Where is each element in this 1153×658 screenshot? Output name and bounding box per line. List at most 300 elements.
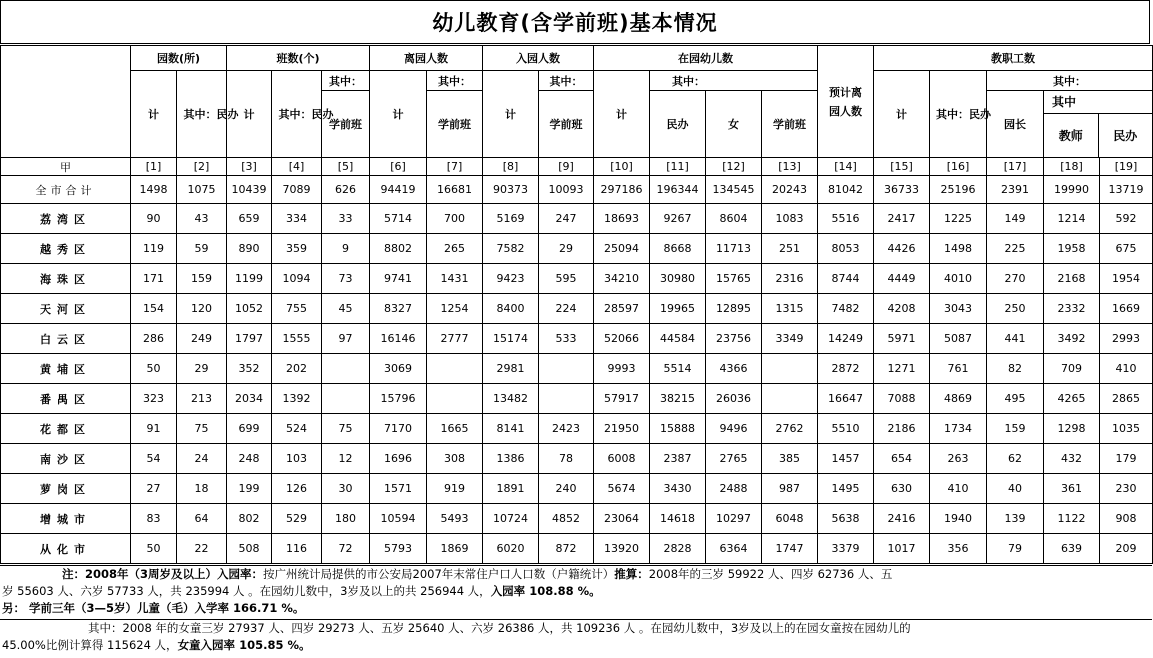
data-cell: 3043 [930, 294, 987, 324]
note-1-c: 2008年的三岁 59922 人、四岁 62736 人、五 [648, 567, 893, 581]
column-index-cell: [8] [483, 158, 539, 176]
data-cell: 250 [987, 294, 1044, 324]
data-cell: 761 [930, 354, 987, 384]
data-cell: 159 [177, 264, 227, 294]
data-cell: 22 [177, 534, 227, 564]
data-cell: 45 [322, 294, 370, 324]
data-cell: 27 [131, 474, 177, 504]
total-cell: 297186 [594, 176, 650, 204]
data-cell: 323 [131, 384, 177, 414]
data-cell: 385 [762, 444, 818, 474]
data-cell: 592 [1100, 204, 1153, 234]
header-staff-director: 园长 [987, 91, 1044, 158]
region-name: 白云区 [1, 324, 131, 354]
header-entering: 入园人数 [483, 46, 594, 71]
data-cell: 1869 [427, 534, 483, 564]
data-cell: 230 [1100, 474, 1153, 504]
data-cell: 908 [1100, 504, 1153, 534]
data-cell: 2316 [762, 264, 818, 294]
data-cell: 1571 [370, 474, 427, 504]
data-cell [322, 354, 370, 384]
data-cell: 40 [987, 474, 1044, 504]
data-cell: 28597 [594, 294, 650, 324]
data-cell: 1498 [930, 234, 987, 264]
column-index-cell: [2] [177, 158, 227, 176]
data-cell: 495 [987, 384, 1044, 414]
table-row [1, 504, 1153, 534]
data-cell: 709 [1044, 354, 1100, 384]
data-cell: 2034 [227, 384, 272, 414]
data-cell: 23756 [706, 324, 762, 354]
table-row [1, 264, 1153, 294]
data-cell: 52066 [594, 324, 650, 354]
data-cell: 2765 [706, 444, 762, 474]
table-row [1, 294, 1153, 324]
data-cell: 78 [539, 444, 594, 474]
data-cell: 2332 [1044, 294, 1100, 324]
header-entering-ofwhich: 其中： [539, 71, 594, 91]
region-name: 增城市 [1, 504, 131, 534]
data-cell: 4869 [930, 384, 987, 414]
header-enrolled-female: 女 [706, 91, 762, 158]
data-cell: 149 [987, 204, 1044, 234]
data-cell: 2828 [650, 534, 706, 564]
column-index-cell: [13] [762, 158, 818, 176]
header-staff-sub [1044, 91, 1153, 158]
header-entering-total: 计 [483, 71, 539, 158]
data-cell: 1954 [1100, 264, 1153, 294]
note-3: 另： 学前三年（3—5岁）儿童（毛）入学率 166.71 %。 [2, 601, 305, 615]
header-enrolled-preschool: 学前班 [762, 91, 818, 158]
data-cell: 12895 [706, 294, 762, 324]
data-cell: 15765 [706, 264, 762, 294]
data-cell: 2168 [1044, 264, 1100, 294]
data-cell: 1271 [874, 354, 930, 384]
data-cell: 5087 [930, 324, 987, 354]
data-cell: 171 [131, 264, 177, 294]
data-cell: 97 [322, 324, 370, 354]
header-projected: 预计离园人数 [818, 46, 874, 158]
data-cell: 1315 [762, 294, 818, 324]
note-4: 其中：2008 年的女童三岁 27937 人、四岁 29273 人、五岁 25640 人、六岁 26386 人，共 109236 人 。在园幼儿数中，3岁及以上的在园女童按在园幼儿的 [88, 621, 911, 635]
data-cell: 9 [322, 234, 370, 264]
total-cell: 10093 [539, 176, 594, 204]
data-cell: 13920 [594, 534, 650, 564]
total-cell: 20243 [762, 176, 818, 204]
column-index-cell: [16] [930, 158, 987, 176]
data-cell: 1669 [1100, 294, 1153, 324]
total-cell: 16681 [427, 176, 483, 204]
total-cell: 81042 [818, 176, 874, 204]
data-cell: 533 [539, 324, 594, 354]
total-cell: 25196 [930, 176, 987, 204]
data-cell: 5971 [874, 324, 930, 354]
column-index-cell: [3] [227, 158, 272, 176]
data-cell [539, 384, 594, 414]
header-staff-ofwhich: 其中： [987, 71, 1153, 91]
column-index-cell: [6] [370, 158, 427, 176]
data-cell: 286 [131, 324, 177, 354]
data-cell: 2777 [427, 324, 483, 354]
data-cell: 90 [131, 204, 177, 234]
data-cell: 5674 [594, 474, 650, 504]
data-cell: 2872 [818, 354, 874, 384]
data-cell: 8604 [706, 204, 762, 234]
data-cell: 872 [539, 534, 594, 564]
data-cell: 4208 [874, 294, 930, 324]
note-2-a: 岁 55603 人、六岁 57733 人，共 235994 人 。在园幼儿数中，3岁及以上的共 256944 人， [2, 584, 491, 598]
data-cell: 13482 [483, 384, 539, 414]
column-index-cell: [17] [987, 158, 1044, 176]
data-cell: 82 [987, 354, 1044, 384]
header-entering-preschool: 学前班 [539, 91, 594, 158]
data-cell: 7582 [483, 234, 539, 264]
total-cell: 1498 [131, 176, 177, 204]
data-cell: 5516 [818, 204, 874, 234]
data-cell: 9741 [370, 264, 427, 294]
data-cell: 30 [322, 474, 370, 504]
data-cell: 5169 [483, 204, 539, 234]
data-cell: 73 [322, 264, 370, 294]
note-5-b: 女童入园率 105.85 %。 [177, 638, 311, 652]
table-row [1, 444, 1153, 474]
data-cell: 1017 [874, 534, 930, 564]
data-cell: 14618 [650, 504, 706, 534]
column-index-cell: [4] [272, 158, 322, 176]
data-cell: 1797 [227, 324, 272, 354]
data-cell: 802 [227, 504, 272, 534]
data-cell: 5493 [427, 504, 483, 534]
data-cell: 15796 [370, 384, 427, 414]
data-cell: 8400 [483, 294, 539, 324]
data-cell: 57917 [594, 384, 650, 414]
data-cell: 263 [930, 444, 987, 474]
data-cell: 202 [272, 354, 322, 384]
table-row [1, 234, 1153, 264]
column-index-cell: [1] [131, 158, 177, 176]
data-cell: 410 [930, 474, 987, 504]
data-cell: 5510 [818, 414, 874, 444]
data-cell: 3379 [818, 534, 874, 564]
note-5-a: 45.00%比例计算得 115624 人， [2, 638, 178, 652]
data-cell: 1696 [370, 444, 427, 474]
data-cell: 24 [177, 444, 227, 474]
data-cell: 699 [227, 414, 272, 444]
notes-section [0, 563, 1152, 654]
data-cell: 9423 [483, 264, 539, 294]
header-schools-total: 计 [131, 71, 177, 158]
data-cell: 8744 [818, 264, 874, 294]
data-cell: 9496 [706, 414, 762, 444]
column-index-cell: [11] [650, 158, 706, 176]
data-cell: 5638 [818, 504, 874, 534]
data-cell: 1940 [930, 504, 987, 534]
data-cell: 12 [322, 444, 370, 474]
data-cell: 8053 [818, 234, 874, 264]
header-enrolled-ofwhich: 其中： [650, 71, 818, 91]
data-cell: 9993 [594, 354, 650, 384]
data-cell: 79 [987, 534, 1044, 564]
data-cell: 1958 [1044, 234, 1100, 264]
total-row-label: 全市合计 [1, 176, 131, 204]
data-cell: 10297 [706, 504, 762, 534]
data-cell: 5514 [650, 354, 706, 384]
data-cell: 15888 [650, 414, 706, 444]
region-name: 萝岗区 [1, 474, 131, 504]
row-header-label: 甲 [1, 158, 131, 176]
data-cell: 16146 [370, 324, 427, 354]
column-index-cell: [15] [874, 158, 930, 176]
total-cell: 2391 [987, 176, 1044, 204]
note-1-label: 注：2008年（3周岁及以上）入园率： [62, 567, 264, 581]
data-cell: 44584 [650, 324, 706, 354]
data-cell [539, 354, 594, 384]
data-cell: 8141 [483, 414, 539, 444]
data-cell: 1495 [818, 474, 874, 504]
page-title: 幼儿教育(含学前班)基本情况 [0, 0, 1150, 44]
data-cell: 6048 [762, 504, 818, 534]
data-cell: 5714 [370, 204, 427, 234]
data-cell: 247 [539, 204, 594, 234]
data-cell: 352 [227, 354, 272, 384]
table-row [1, 354, 1153, 384]
table-row [1, 414, 1153, 444]
data-cell: 251 [762, 234, 818, 264]
data-cell: 225 [987, 234, 1044, 264]
data-cell: 2865 [1100, 384, 1153, 414]
data-cell: 14249 [818, 324, 874, 354]
data-cell: 179 [1100, 444, 1153, 474]
data-cell: 7088 [874, 384, 930, 414]
data-cell: 3430 [650, 474, 706, 504]
data-cell: 1199 [227, 264, 272, 294]
header-staff: 教职工数 [874, 46, 1153, 71]
header-staff-sub-ofwhich: 其中 [1044, 91, 1152, 114]
data-cell: 50 [131, 534, 177, 564]
header-leaving-preschool: 学前班 [427, 91, 483, 158]
data-cell: 1734 [930, 414, 987, 444]
data-cell: 2423 [539, 414, 594, 444]
region-name: 海珠区 [1, 264, 131, 294]
data-cell: 8668 [650, 234, 706, 264]
data-cell: 410 [1100, 354, 1153, 384]
data-cell: 64 [177, 504, 227, 534]
data-cell: 1555 [272, 324, 322, 354]
column-index-row [1, 158, 1153, 176]
data-cell: 6364 [706, 534, 762, 564]
data-cell: 2981 [483, 354, 539, 384]
note-2-b: 入园率 108.88 %。 [490, 584, 601, 598]
data-cell: 159 [987, 414, 1044, 444]
header-leaving-total: 计 [370, 71, 427, 158]
total-cell: 36733 [874, 176, 930, 204]
data-cell: 3492 [1044, 324, 1100, 354]
data-cell: 19965 [650, 294, 706, 324]
column-index-cell: [14] [818, 158, 874, 176]
data-cell: 356 [930, 534, 987, 564]
header-classes-ofwhich: 其中： [322, 71, 370, 91]
data-cell [427, 354, 483, 384]
data-cell: 1083 [762, 204, 818, 234]
data-cell: 1122 [1044, 504, 1100, 534]
data-table [0, 45, 1153, 564]
note-1-b: 推算： [614, 567, 649, 581]
note-1-a: 按广州统计局提供的市公安局2007年末常住户口人口数（户籍统计） [263, 567, 615, 581]
total-cell: 10439 [227, 176, 272, 204]
header-enrolled-private: 民办 [650, 91, 706, 158]
data-cell: 34210 [594, 264, 650, 294]
data-cell: 249 [177, 324, 227, 354]
data-cell: 529 [272, 504, 322, 534]
total-row [1, 176, 1153, 204]
data-cell: 75 [322, 414, 370, 444]
data-cell: 10724 [483, 504, 539, 534]
data-cell: 1457 [818, 444, 874, 474]
region-name: 荔湾区 [1, 204, 131, 234]
column-index-cell: [18] [1044, 158, 1100, 176]
header-staff-sub-private: 民办 [1113, 129, 1138, 143]
data-cell: 4010 [930, 264, 987, 294]
data-cell: 700 [427, 204, 483, 234]
data-cell: 1094 [272, 264, 322, 294]
data-cell: 2186 [874, 414, 930, 444]
data-cell: 21950 [594, 414, 650, 444]
data-cell [762, 354, 818, 384]
data-cell: 8802 [370, 234, 427, 264]
data-cell: 18693 [594, 204, 650, 234]
data-cell: 62 [987, 444, 1044, 474]
data-cell: 508 [227, 534, 272, 564]
data-cell: 7170 [370, 414, 427, 444]
data-cell: 154 [131, 294, 177, 324]
data-cell: 270 [987, 264, 1044, 294]
header-classes-preschool: 学前班 [322, 91, 370, 158]
data-cell: 639 [1044, 534, 1100, 564]
data-cell: 4449 [874, 264, 930, 294]
data-cell: 890 [227, 234, 272, 264]
table-row [1, 324, 1153, 354]
data-cell: 1298 [1044, 414, 1100, 444]
total-cell: 134545 [706, 176, 762, 204]
data-cell: 120 [177, 294, 227, 324]
data-cell: 334 [272, 204, 322, 234]
data-cell: 1392 [272, 384, 322, 414]
column-index-cell: [7] [427, 158, 483, 176]
data-cell: 1214 [1044, 204, 1100, 234]
region-name: 黄埔区 [1, 354, 131, 384]
data-cell: 213 [177, 384, 227, 414]
data-cell: 755 [272, 294, 322, 324]
data-cell: 10594 [370, 504, 427, 534]
corner-cell [1, 46, 131, 158]
data-cell: 50 [131, 354, 177, 384]
column-index-cell: [10] [594, 158, 650, 176]
data-cell: 43 [177, 204, 227, 234]
data-cell: 33 [322, 204, 370, 234]
data-cell: 209 [1100, 534, 1153, 564]
data-cell [762, 384, 818, 414]
data-cell: 2762 [762, 414, 818, 444]
header-leaving-ofwhich: 其中： [427, 71, 483, 91]
table-row [1, 534, 1153, 564]
data-cell [322, 384, 370, 414]
data-cell: 3069 [370, 354, 427, 384]
data-cell: 25094 [594, 234, 650, 264]
data-cell: 595 [539, 264, 594, 294]
data-cell: 103 [272, 444, 322, 474]
data-cell: 432 [1044, 444, 1100, 474]
data-cell: 199 [227, 474, 272, 504]
data-cell: 224 [539, 294, 594, 324]
data-cell: 3349 [762, 324, 818, 354]
data-cell: 26036 [706, 384, 762, 414]
data-cell: 11713 [706, 234, 762, 264]
data-cell: 1254 [427, 294, 483, 324]
table-row [1, 204, 1153, 234]
total-cell: 626 [322, 176, 370, 204]
data-cell: 675 [1100, 234, 1153, 264]
data-cell: 6020 [483, 534, 539, 564]
data-cell: 8327 [370, 294, 427, 324]
data-cell: 361 [1044, 474, 1100, 504]
data-cell: 16647 [818, 384, 874, 414]
data-cell: 1035 [1100, 414, 1153, 444]
data-cell: 119 [131, 234, 177, 264]
region-name: 从化市 [1, 534, 131, 564]
header-schools-private: 其中：民办 [177, 71, 227, 158]
data-cell: 359 [272, 234, 322, 264]
data-cell: 2993 [1100, 324, 1153, 354]
region-name: 花都区 [1, 414, 131, 444]
region-name: 南沙区 [1, 444, 131, 474]
data-cell: 38215 [650, 384, 706, 414]
header-leaving: 离园人数 [370, 46, 483, 71]
data-cell: 1431 [427, 264, 483, 294]
data-cell: 59 [177, 234, 227, 264]
data-cell: 180 [322, 504, 370, 534]
data-cell: 4426 [874, 234, 930, 264]
data-cell: 9267 [650, 204, 706, 234]
data-cell: 29 [177, 354, 227, 384]
data-cell: 240 [539, 474, 594, 504]
data-cell: 919 [427, 474, 483, 504]
column-index-cell: [5] [322, 158, 370, 176]
table-row [1, 384, 1153, 414]
data-cell: 630 [874, 474, 930, 504]
data-cell: 1386 [483, 444, 539, 474]
data-cell: 4852 [539, 504, 594, 534]
data-cell: 524 [272, 414, 322, 444]
data-cell: 265 [427, 234, 483, 264]
data-cell: 1665 [427, 414, 483, 444]
header-schools: 园数(所) [131, 46, 227, 71]
header-enrolled: 在园幼儿数 [594, 46, 818, 71]
header-staff-teacher: 教师 [1044, 114, 1099, 157]
data-cell: 6008 [594, 444, 650, 474]
data-cell: 75 [177, 414, 227, 444]
total-cell: 196344 [650, 176, 706, 204]
header-staff-total: 计 [874, 71, 930, 158]
data-cell: 5793 [370, 534, 427, 564]
total-cell: 13719 [1100, 176, 1153, 204]
data-cell: 441 [987, 324, 1044, 354]
data-cell: 1225 [930, 204, 987, 234]
total-cell: 19990 [1044, 176, 1100, 204]
data-cell: 18 [177, 474, 227, 504]
data-cell: 116 [272, 534, 322, 564]
data-cell: 2488 [706, 474, 762, 504]
total-cell: 7089 [272, 176, 322, 204]
